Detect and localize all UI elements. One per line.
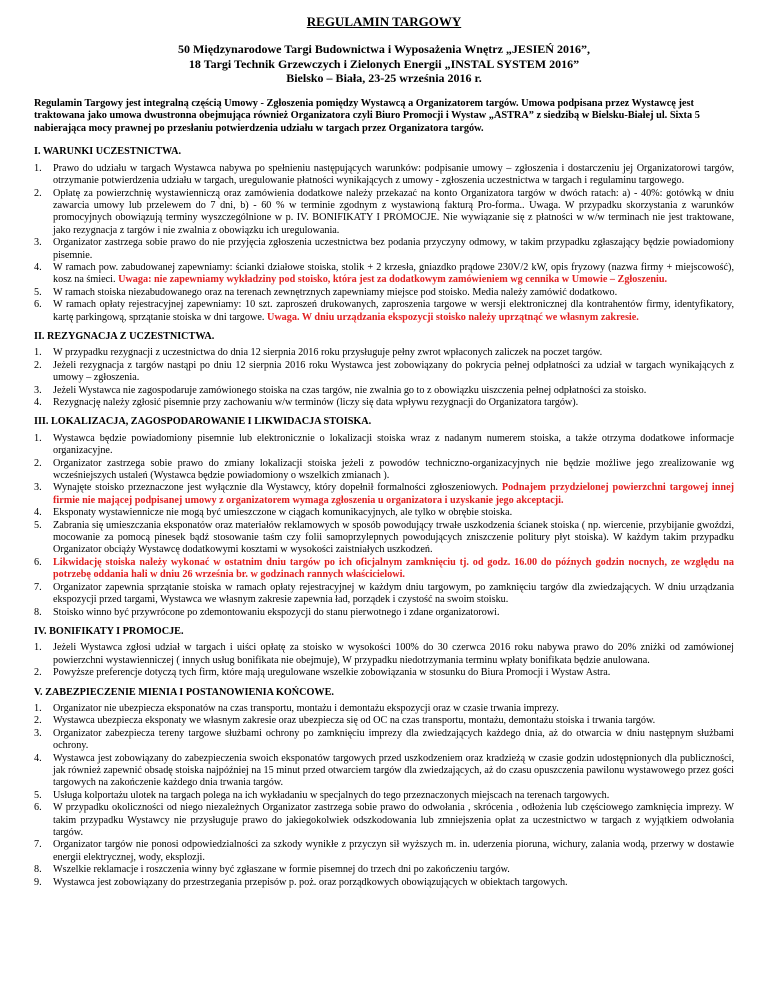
item-text: Organizator zabezpiecza tereny targowe służbami ochrony po zamknięciu imprezy dla zwiedzających każdego dnia, aż do otwarcia w dniu następnym służbami ochrony. (53, 727, 734, 752)
section-2 (34, 331, 734, 409)
item-number: 1. (34, 162, 42, 174)
section-list (34, 703, 734, 889)
section-1 (34, 146, 734, 324)
item-text: Jeżeli rezygnacja z targów nastąpi po dniu 12 sierpnia 2016 roku Wystawca jest zobowiązany do pokrycia pełnej odpłatności za udział w targach wynikających z umowy – zgłoszenia. (53, 359, 734, 384)
item-text: W przypadku rezygnacji z uczestnictwa do dnia 12 sierpnia 2016 roku przysługuje pełny zwrot wpłaconych zaliczek na poczet targów. (53, 347, 603, 359)
item-number: 1. (34, 347, 42, 359)
event-line-1: 50 Międzynarodowe Targi Budownictwa i Wyposażenia Wnętrz „JESIEŃ 2016”, (178, 42, 590, 56)
item-text: Powyższe preferencje dotyczą tych firm, które mają uregulowane wszelkie zobowiązania w stosunku do Biura Promocji i Wystaw Astra. (53, 667, 611, 679)
item-number: 5. (34, 286, 42, 298)
item-number: 1. (34, 432, 42, 444)
list-item (34, 728, 734, 753)
list-item (34, 753, 734, 790)
list-item (34, 607, 734, 619)
item-text: W ramach pow. zabudowanej zapewniamy: ścianki działowe stoiska, stolik + 2 krzesła, gniazdko prądowe 230V/2 kW, opis fryzowy (nazwa firmy + miejscowość), kosz na śmieci. (53, 261, 734, 286)
item-text: Organizator zastrzega sobie prawo do nie przyjęcia zgłoszenia uczestnictwa bez podania przyczyny odmowy, w takim przypadku zgłaszający będzie powiadomiony pisemnie. (53, 237, 734, 261)
list-item (34, 715, 734, 727)
section-5 (34, 687, 734, 890)
item-warning-text: Uwaga: nie zapewniamy wykładziny pod stoisko, która jest za dodatkowym zamówieniem wg cennika w Umowie – Zgłoszeniu. (118, 274, 668, 286)
list-item (34, 287, 734, 299)
item-warning-text: Likwidację stoiska należy wykonać w ostatnim dniu targów po ich oficjalnym zamknięciu tj. od godz. 16.00 do późnych godzin nocnych, ze względu na potrzebę oddania hali w dniu 26 września br. w godzinach rannych właścicielowi. (53, 556, 734, 581)
item-text: Wystawca jest zobowiązany do zabezpieczenia swoich eksponatów targowych przed uszkodzeniem oraz kradzieżą w czasie godzin udostępnionych dla publiczności, jak również zapewnić obsadę stoiska najpóźniej na 15 minut przed otwarciem targów dla zwiedzających, aż do czasu opuszczenia pawilonu wystawowego przez gości targowych na zakończenie każdego dnia trwania targów. (53, 752, 734, 789)
list-item (34, 839, 734, 864)
item-text: Wystawca jest zobowiązany do przestrzegania przepisów p. poż. oraz porządkowych obowiązujących w obiektach targowych. (53, 876, 568, 888)
list-item (34, 237, 734, 262)
list-item (34, 188, 734, 238)
section-4 (34, 626, 734, 680)
list-item (34, 667, 734, 679)
list-item (34, 582, 734, 607)
section-heading: I. WARUNKI UCZESTNICTWA. (34, 146, 181, 158)
item-number: 2. (34, 715, 42, 727)
item-text: Usługa kolportażu ulotek na targach polega na ich wykładaniu w specjalnych do tego przeznaczonych miejscach na terenach targowych. (53, 789, 610, 801)
list-item (34, 557, 734, 582)
section-list (34, 163, 734, 324)
item-text: Rezygnację należy zgłosić pisemnie przy zachowaniu w/w terminów (liczy się data wpływu rezygnacji do Organizatora targów). (53, 397, 579, 408)
section-list (34, 347, 734, 409)
item-number: 4. (34, 507, 42, 519)
list-item (34, 790, 734, 802)
item-text: W ramach stoiska niezabudowanego oraz na terenach zewnętrznych zapewniamy miejsce pod stoisko. Media należy zamówić dodatkowo. (53, 286, 618, 298)
list-item (34, 458, 734, 483)
list-item (34, 163, 734, 188)
item-number: 8. (34, 606, 42, 618)
list-item (34, 397, 734, 409)
item-number: 2. (34, 457, 42, 469)
item-number: 4. (34, 261, 42, 273)
document-title: REGULAMIN TARGOWY (306, 14, 462, 29)
item-number: 5. (34, 519, 42, 531)
item-text: Organizator zastrzega sobie prawo do zmiany lokalizacji stoiska jeżeli z powodów techniczno-organizacyjnych nie będzie możliwe jego zrealizowanie wg wcześniejszych ustaleń (Wystawca będzie powiadomiony o wszelkich zmianach ). (53, 457, 734, 482)
item-text: Organizator targów nie ponosi odpowiedzialności za szkody wynikłe z przyczyn sił wyższych m. in. uderzenia pioruna, wichury, zalania wodą, przerwy w dostawie energii elektrycznej, wody, eksplozji. (53, 839, 734, 863)
list-item (34, 299, 734, 324)
intro-paragraph: Regulamin Targowy jest integralną częścią Umowy - Zgłoszenia pomiędzy Wystawcą a Organizatorem targów. Umowa podpisana przez Wystawcę jest traktowana jako umowa dwustronna obejmująca również Organizatora czyli Biuro Promocji i Wystaw „ASTRA” z siedzibą w Bielsku-Białej ul. Sixta 5 nabierająca mocy prawnej po przesłaniu potwierdzenia udziału w targach przez Organizatora targów. (34, 97, 700, 134)
item-number: 3. (34, 727, 42, 739)
item-number: 8. (34, 864, 42, 876)
list-item (34, 433, 734, 458)
item-number: 3. (34, 237, 42, 249)
list-item (34, 360, 734, 385)
item-number: 6. (34, 299, 42, 311)
event-line-3: Bielsko – Biała, 23-25 września 2016 r. (286, 71, 482, 85)
item-text: Stoisko winno być przywrócone po zdemontowaniu ekspozycji do stanu pierwotnego i zdane organizatorowi. (53, 606, 500, 618)
section-list (34, 642, 734, 679)
list-item (34, 385, 734, 397)
sections-container (34, 146, 734, 889)
item-number: 9. (34, 876, 42, 888)
item-text: Wszelkie reklamacje i roszczenia winny być zgłaszane w formie pisemnej do trzech dni po zakończeniu targów. (53, 864, 510, 876)
item-number: 7. (34, 839, 42, 851)
section-heading: III. LOKALIZACJA, ZAGOSPODAROWANIE I LIKWIDACJA STOISKA. (34, 416, 372, 428)
item-text: W ramach opłaty rejestracyjnej zapewniamy: 10 szt. zaproszeń drukowanych, zaproszenia targowe w wersji elektronicznej dla kontrahentów firmy, identyfikatory, kartę parkingową, sprzątanie stoiska w dni targowe. (53, 299, 734, 323)
event-header (34, 42, 734, 86)
list-item (34, 507, 734, 519)
list-item (34, 877, 734, 889)
event-line-2: 18 Targi Technik Grzewczych i Zielonych Energii „INSTAL SYSTEM 2016” (188, 56, 580, 71)
item-number: 6. (34, 802, 42, 814)
item-text: Organizator zapewnia sprzątanie stoiska w ramach opłaty rejestracyjnej w każdym dniu targowym, po zamknięciu targów dla zwiedzających. W dniu urządzania ekspozycji przed targami, Wystawca we własnym zakresie zapewnia ład, porządek i czystość na swoim stoisku. (53, 581, 734, 606)
item-number: 3. (34, 384, 42, 396)
item-number: 2. (34, 187, 42, 199)
list-item (34, 864, 734, 876)
item-number: 2. (34, 667, 42, 679)
item-warning-text: Podnajem przydzielonej powierzchni targowej innej firmie nie mającej podpisanej umowy z organizatorem wymaga zgłoszenia u organizatora i uzyskanie jego akceptacji. (53, 482, 734, 506)
section-3 (34, 416, 734, 619)
list-item (34, 262, 734, 287)
list-item (34, 703, 734, 715)
item-text: Organizator nie ubezpiecza eksponatów na czas transportu, montażu i demontażu ekspozycji oraz w czasie trwania imprezy. (53, 702, 559, 714)
list-item (34, 520, 734, 557)
list-item (34, 642, 734, 667)
item-text: Zabrania się umieszczania eksponatów oraz materiałów reklamowych w sposób powodujący trwałe uszkodzenia ścianek stoiska ( np. wiercenie, przybijanie gwoździ, mocowanie za pomocą pinesek bądź stosowanie taśm czy folii samoprzylepnych powodujących zniszczenie politury płyt stoiska). W każdym takim przypadku Organizator obciąży Wystawcę dodatkowymi kosztami w wysokości zaistniałych uszkodzeń. (53, 519, 734, 556)
item-number: 1. (34, 642, 42, 654)
item-text: Prawo do udziału w targach Wystawca nabywa po spełnieniu następujących warunków: podpisanie umowy – zgłoszenia i dostarczeniu jej Organizatorowi targów, otrzymanie potwierdzenia udziału w targach, uregulowanie płatności wynikających z umowy - zgłoszenia uczestnictwa w targach i regulaminu targowego. (53, 162, 734, 187)
list-item (34, 482, 734, 507)
section-heading: V. ZABEZPIECZENIE MIENIA I POSTANOWIENIA KOŃCOWE. (34, 686, 334, 698)
item-text: Jeżeli Wystawca nie zagospodaruje zamówionego stoiska na czas targów, nie zwalnia go to z obowiązku uiszczenia pełnej odpłatności za stoisko. (53, 384, 647, 396)
item-text: Wystawca ubezpiecza eksponaty we własnym zakresie oraz ubezpiecza się od OC na czas transportu, montażu, demontażu stoiska i trwania targów. (53, 715, 656, 727)
section-heading: II. REZYGNACJA Z UCZESTNICTWA. (34, 330, 215, 342)
item-number: 7. (34, 581, 42, 593)
section-heading: IV. BONIFIKATY I PROMOCJE. (34, 625, 184, 637)
item-number: 6. (34, 556, 42, 568)
item-text: Jeżeli Wystawca zgłosi udział w targach i uiści opłatę za stoisko w wysokości 100% do 30 czerwca 2016 roku nabywa prawo do 20% zniżki od zamówionej powierzchni wystawienniczej ( innych usług bonifikata nie obejmuje), W przypadku niedotrzymania terminu wpłaty bonifikata będzie anulowana. (53, 642, 734, 666)
item-text: Opłatę za powierzchnię wystawienniczą oraz zamówienia dodatkowe należy przekazać na konto Organizatora targów w dwóch ratach: a) - 40%: gotówką w dniu zawarcia umowy lub przelewem do 7 dni, b) - 60 % w terminie zgodnym z wystawioną fakturą Pro-forma.. Uwaga. W przypadku skorzystania z warunków promocyjnych obowiązują terminy wyszczególnione w p. IV. BONIFIKATY I PROMOCJE. Nie wywiązanie się z płatności w w/w terminach nie jest traktowane, jako rezygnacja z targów i nie zwalnia z obowiązku ich uregulowania. (53, 187, 734, 236)
item-number: 5. (34, 789, 42, 801)
item-warning-text: Uwaga. W dniu urządzania ekspozycji stoisko należy uprzątnąć we własnym zakresie. (266, 311, 639, 323)
item-text: Eksponaty wystawiennicze nie mogą być umieszczone w ciągach komunikacyjnych, ale tylko w obrębie stoiska. (53, 507, 513, 519)
item-number: 4. (34, 397, 42, 408)
list-item (34, 802, 734, 839)
item-number: 4. (34, 752, 42, 764)
item-text: Wynajęte stoisko przeznaczone jest wyłącznie dla Wystawcy, który dopełnił formalności zgłoszeniowych. (53, 482, 498, 494)
item-text: W przypadku okoliczności od niego niezależnych Organizator zastrzega sobie prawo do odwołania , skrócenia , odłożenia lub częściowego zamknięcia imprezy. W takim przypadku Wystawcy nie przysługuje prawo do jakiegokolwiek odszkodowania lub zmniejszenia opłat za uczestnictwo w targach z wyjątkiem odwołania targów. (53, 802, 734, 838)
item-number: 3. (34, 482, 42, 494)
item-number: 2. (34, 359, 42, 371)
item-text: Wystawca będzie powiadomiony pisemnie lub elektronicznie o lokalizacji stoiska wraz z nadanym numerem stoiska, a także otrzyma dodatkowe informacje organizacyjne. (53, 432, 734, 457)
list-item (34, 347, 734, 359)
item-number: 1. (34, 702, 42, 714)
section-list (34, 433, 734, 619)
